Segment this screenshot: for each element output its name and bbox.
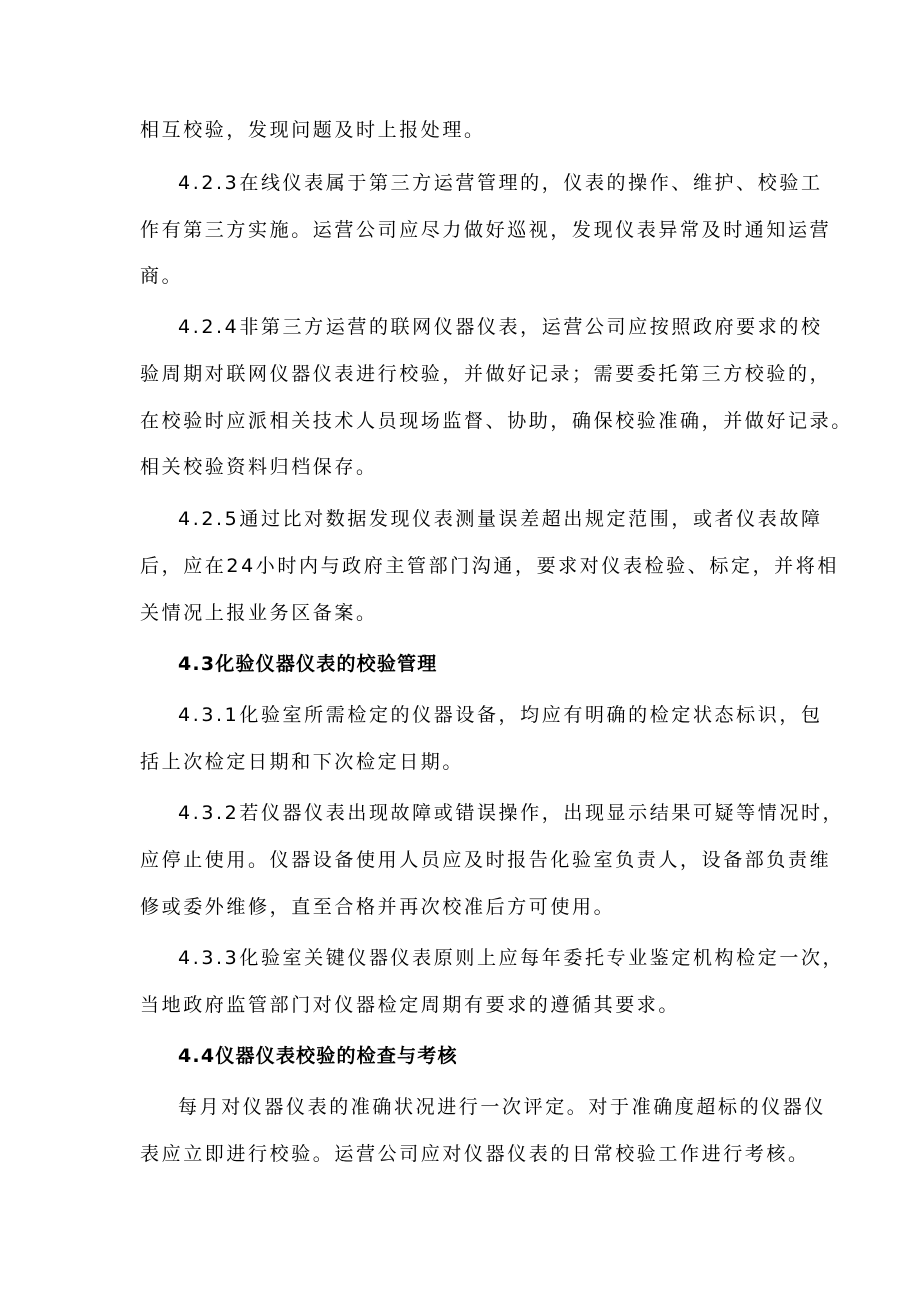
paragraph-4-2-4-line-4: 相关校验资料归档保存。 <box>140 456 378 478</box>
paragraph-4-2-4-line-2: 验周期对联网仪器仪表进行校验，并做好记录；需要委托第三方校验的， <box>140 363 832 385</box>
paragraph-4-3-1-line-1: 4.3.1化验室所需检定的仪器设备，均应有明确的检定状态标识，包 <box>178 704 823 726</box>
paragraph-4-2-4-line-3: 在校验时应派相关技术人员现场监督、协助，确保校验准确，并做好记录。 <box>140 410 853 432</box>
paragraph-4-2-5-line-1: 4.2.5通过比对数据发现仪表测量误差超出规定范围，或者仪表故障 <box>178 508 823 530</box>
paragraph-4-2-3-line-2: 作有第三方实施。运营公司应尽力做好巡视，发现仪表异常及时通知运营 <box>140 219 832 241</box>
paragraph-4-3-1-line-2: 括上次检定日期和下次检定日期。 <box>140 751 465 773</box>
paragraph-4-3-2-line-2: 应停止使用。仪器设备使用人员应及时报告化验室负责人，设备部负责维 <box>140 849 832 871</box>
paragraph-4-3-2-line-1: 4.3.2若仪器仪表出现故障或错误操作，出现显示结果可疑等情况时， <box>178 802 845 824</box>
paragraph-4-3-2-line-3: 修或委外维修，直至合格并再次校准后方可使用。 <box>140 896 616 918</box>
section-heading-4-4: 4.4仪器仪表校验的检查与考核 <box>178 1045 458 1067</box>
paragraph-4-2-2-tail-line: 相互校验，发现问题及时上报处理。 <box>140 119 486 141</box>
paragraph-4-2-5-line-3: 关情况上报业务区备案。 <box>140 602 378 624</box>
paragraph-4-3-3-line-1: 4.3.3化验室关键仪器仪表原则上应每年委托专业鉴定机构检定一次， <box>178 947 845 969</box>
paragraph-4-2-4-line-1: 4.2.4非第三方运营的联网仪器仪表，运营公司应按照政府要求的校 <box>178 316 823 338</box>
paragraph-4-3-3-line-2: 当地政府监管部门对仪器检定周期有要求的遵循其要求。 <box>140 994 681 1016</box>
section-heading-4-3: 4.3化验仪器仪表的校验管理 <box>178 653 438 675</box>
paragraph-4-4-line-2: 表应立即进行校验。运营公司应对仪器仪表的日常校验工作进行考核。 <box>140 1143 810 1165</box>
paragraph-4-4-line-1: 每月对仪器仪表的准确状况进行一次评定。对于准确度超标的仪器仪 <box>178 1096 827 1118</box>
paragraph-4-2-5-line-2: 后，应在24小时内与政府主管部门沟通，要求对仪表检验、标定，并将相 <box>140 555 839 577</box>
paragraph-4-2-3-line-3: 商。 <box>140 265 184 287</box>
paragraph-4-2-3-line-1: 4.2.3在线仪表属于第三方运营管理的，仪表的操作、维护、校验工 <box>178 172 823 194</box>
